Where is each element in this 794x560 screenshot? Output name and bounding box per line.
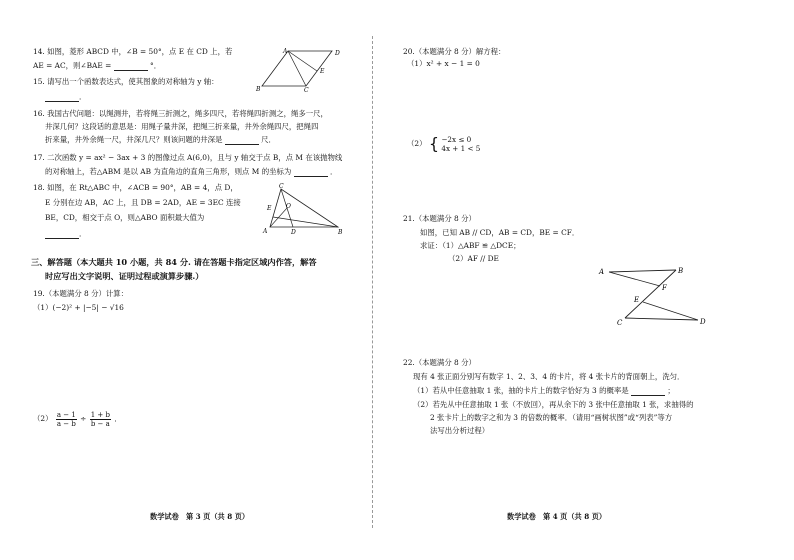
segment-BC	[625, 270, 676, 318]
q21-line2: 如图，已知 AB // CD，AB = CD，BE = CF．	[420, 228, 580, 237]
segment-BE	[273, 217, 338, 227]
q18-tail: ．	[79, 229, 87, 238]
q14-rhombus-figure	[254, 46, 346, 92]
label-E: E	[634, 296, 640, 304]
segment-AB	[609, 270, 676, 272]
q22-line4: （2）若先从中任意抽取 1 张（不放回），再从余下的 3 张中任意抽取 1 张，求抽得的	[413, 400, 694, 409]
label-A: A	[263, 228, 268, 235]
q22-line3	[413, 386, 675, 396]
q17-answer-blank	[294, 168, 328, 177]
q22-line6: 法写出分析过程）	[430, 426, 490, 435]
q20-part2-prefix: （2）	[407, 139, 427, 148]
label-O: O	[286, 203, 291, 210]
q18-answer-blank	[45, 230, 79, 239]
q21-line3: 求证：（1）△ABF ≌ △DCE；	[420, 241, 521, 250]
inequality-1: −2x ≤ 0	[441, 135, 472, 144]
q20-part2	[407, 135, 480, 153]
q20-line1: 20.（本题满分 8 分）解方程：	[403, 47, 506, 56]
q18-triangle-figure	[262, 183, 344, 235]
q19-part2-end: ．	[114, 414, 122, 423]
division-sign: ÷	[80, 414, 87, 423]
fraction-2	[90, 411, 111, 428]
label-D: D	[335, 50, 340, 57]
q14-answer-blank	[114, 62, 148, 71]
q22-line2: 现有 4 张正面分别写有数字 1、2、3、4 的卡片，将 4 张卡片的背面朝上，洗匀．	[413, 372, 685, 381]
segment-AE	[288, 51, 317, 71]
fraction-2-numerator: 1 + b	[90, 410, 110, 419]
right-page	[397, 0, 794, 560]
fraction-1-numerator: a − 1	[56, 410, 76, 419]
label-A: A	[283, 48, 288, 55]
q20-part1: （1）x² + x − 1 = 0	[407, 59, 480, 68]
q17-line2	[45, 167, 337, 177]
segment-DE	[643, 302, 698, 320]
inequality-2: 4x + 1 < 5	[441, 144, 481, 153]
q16-line3	[45, 135, 276, 145]
label-B: B	[678, 267, 684, 275]
label-B: B	[256, 86, 261, 92]
q17-text: 的对称轴上，若△ABM 是以 AB 为直角边的直角三角形，则点 M 的坐标为	[45, 167, 292, 176]
q15-line2	[45, 92, 86, 102]
fraction-1-denominator: a − b	[56, 419, 76, 428]
q15-answer-blank	[45, 93, 79, 102]
q21-line1: 21.（本题满分 8 分）	[403, 214, 476, 223]
q16-tail: 尺．	[261, 135, 276, 144]
left-footer: 数学试卷 第 3 页（共 8 页）	[150, 512, 250, 521]
label-E: E	[267, 205, 272, 212]
q16-text: 折来量，井外余绳一尺，井深几尺？则该问题的井深是	[45, 135, 223, 144]
q22-answer-blank	[631, 387, 665, 396]
q14-line1: 14. 如图，菱形 ABCD 中，∠B = 50°，点 E 在 CD 上，若	[33, 47, 233, 56]
q18-line4	[45, 229, 86, 239]
q21-line4: （2）AF // DE	[448, 254, 499, 263]
segment-AF	[609, 272, 660, 286]
q18-line3: BE，CD，相交于点 O，则△ABO 面积最大值为	[45, 213, 205, 222]
triangle-ABC	[270, 189, 338, 227]
q22-line1: 22.（本题满分 8 分）	[403, 358, 476, 367]
q14-text: AE = AC，则∠BAE =	[33, 61, 112, 70]
q21-figure	[597, 264, 717, 328]
inequality-system	[441, 135, 480, 153]
label-C: C	[279, 183, 284, 190]
label-A: A	[599, 268, 605, 276]
q19-part2-prefix: （2）	[33, 414, 53, 423]
system-brace: {	[428, 134, 440, 153]
q17-tail: ．	[329, 167, 338, 176]
label-D: D	[291, 229, 296, 235]
label-D: D	[700, 318, 706, 326]
fraction-1	[56, 411, 77, 428]
q22-tail: ；	[667, 386, 675, 395]
q18-line1: 18. 如图，在 Rt△ABC 中，∠ACB = 90°，AB = 4，点 D，	[33, 183, 238, 192]
q22-text: （1）若从中任意抽取 1 张，抽的卡片上的数字恰好为 3 的概率是	[413, 386, 629, 395]
q19-part2	[33, 410, 122, 428]
label-E: E	[320, 68, 325, 75]
q14-line2	[33, 61, 161, 71]
q19-line1: 19.（本题满分 8 分）计算：	[33, 289, 129, 298]
q19-part1: （1）(−2)² + |−5| − √16	[33, 303, 124, 312]
right-footer: 数学试卷 第 4 页（共 8 页）	[507, 512, 607, 521]
segment-CD	[625, 318, 698, 320]
q14-tail: °．	[150, 61, 162, 70]
q15-tail: ．	[79, 92, 87, 101]
q15-line1: 15. 请写出一个函数表达式，使其图象的对称轴为 y 轴：	[33, 77, 219, 86]
label-F: F	[662, 284, 667, 292]
q16-answer-blank	[225, 136, 259, 145]
section3-heading-line2: 时应写出文字说明、证明过程或演算步骤.）	[45, 271, 204, 281]
q22-line5: 2 张卡片上的数字之和为 3 的倍数的概率．（请用“画树状图”或“列表”等方	[430, 413, 673, 422]
q18-line2: E 分别在边 AB，AC 上，且 DB = 2AD，AE = 3EC 连接	[45, 198, 241, 207]
label-B: B	[338, 229, 343, 235]
q16-line1: 16. 我国古代问题：以绳测井，若将绳三折测之，绳多四尺，若将绳四折测之，绳多一尺，	[33, 109, 328, 118]
segment-AC	[288, 51, 306, 86]
label-C: C	[304, 87, 309, 92]
q16-line2: 井深几何？这段话的意思是：用绳子量井深，把绳三折来量，井外余绳四尺，把绳四	[45, 122, 319, 131]
section3-heading-line1: 三、解答题（本大题共 10 小题，共 84 分. 请在答题卡指定区域内作答，解答	[31, 257, 317, 267]
q17-line1: 17. 二次函数 y = ax² − 3ax + 3 的图像过点 A(6,0)，且与 y 轴交于点 B，点 M 在该抛物线	[33, 153, 343, 162]
fraction-2-denominator: b − a	[90, 419, 110, 428]
label-C: C	[617, 319, 623, 327]
